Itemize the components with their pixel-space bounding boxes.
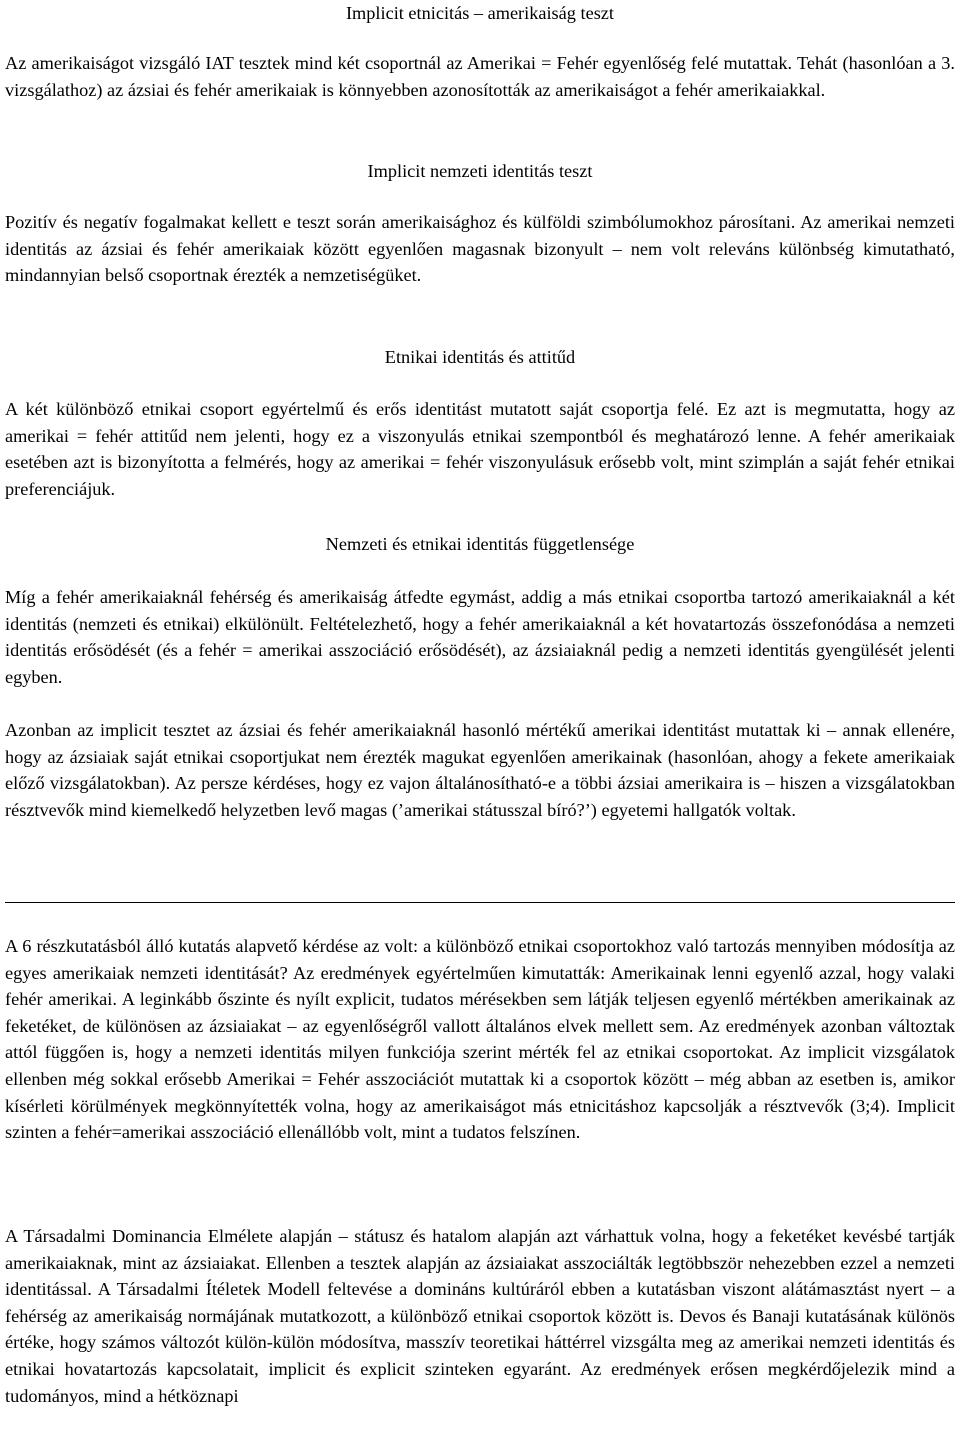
section-paragraph-identity-independence: Míg a fehér amerikaiaknál fehérség és amerikaiság átfedte egymást, addig a más etnikai csoportba tartozó amerikaiaknál a két identitás (nemzeti és etnikai) elkülönült. Feltételezhető, hogy a fehér amerikaiaknál a két hovatartozás összefonódása a nemzeti identitás erősödését (és a fehér = amerikai asszociáció erősödését), az ázsiaiaknál pedig a nemzeti identitás gyengülését jelenti egyben. xyxy=(5,587,955,687)
horizontal-divider xyxy=(5,902,955,903)
section-heading-implicit-ethnicity: Implicit etnicitás – amerikaiság teszt xyxy=(345,3,615,23)
section-heading-identity-independence: Nemzeti és etnikai identitás függetlensége xyxy=(325,534,635,554)
summary-paragraph-2: A Társadalmi Dominancia Elmélete alapján – státusz és hatalom alapján azt várhattuk volna, hogy a feketéket kevésbé tartják amerikaiaknak, mint az ázsiaiakat. Ellenben a tesztek alapján az ázsiaiakat asszociálták legtöbbször nehezebben ezzel a nemzeti identitással. A Társadalmi Ítéletek Modell feltevése a domináns kultúráról ebben a kutatásban viszont alátámasztást nyert – a fehérség az amerikaiság normájának mutatkozott, a különböző etnikai csoportok között is. Devos és Banaji kutatásának különös értéke, hogy számos változót külön-külön módosítva, masszív teoretikai háttérrel vizsgálta meg az amerikai nemzeti identitás és etnikai hovatartozás kapcsolatait, implicit és explicit szinteken egyaránt. Az eredmények erősen megkérdőjelezik mind a tudományos, mind a hétköznapi xyxy=(5,1226,955,1406)
section-paragraph-identity-independence-2: Azonban az implicit tesztet az ázsiai és fehér amerikaiaknál hasonló mértékű amerikai identitást mutattak ki – annak ellenére, hogy az ázsiaiak saját etnikai csoportjukat nem érezték magukat egyenlően amerikainak (hasonlóan, ahogy a fekete amerikaiak előző vizsgálatokban). Az persze kérdéses, hogy ez vajon általánosítható-e a többi ázsiai amerikaira is – hiszen a vizsgálatokban résztvevők mind kiemelkedő helyzetben levő magas (’amerikai státusszal bíró?’) egyetemi hallgatók voltak. xyxy=(5,720,955,820)
section-paragraph-implicit-national-identity: Pozitív és negatív fogalmakat kellett e teszt során amerikaisághoz és külföldi szimbólumokhoz párosítani. Az amerikai nemzeti identitás az ázsiai és fehér amerikaiak között egyenlően magasnak bizonyult – nem volt releváns különbség kimutatható, mindannyian belső csoportnak érezték a nemzetiségüket. xyxy=(5,212,955,286)
section-heading-implicit-national-identity: Implicit nemzeti identitás teszt xyxy=(367,161,593,181)
section-paragraph-ethnic-identity-attitude: A két különböző etnikai csoport egyértelmű és erős identitást mutatott saját csoportja felé. Ez azt is megmutatta, hogy az amerikai = fehér attitűd nem jelenti, hogy ez a viszonyulás etnikai szempontból és meghatározó lenne. A fehér amerikaiak esetében azt is bizonyította a felmérés, hogy az amerikai = fehér viszonyulásuk erősebb volt, mint szimplán a saját fehér etnikai preferenciájuk. xyxy=(5,399,955,499)
summary-paragraph-1: A 6 részkutatásból álló kutatás alapvető kérdése az volt: a különböző etnikai csoportokhoz való tartozás mennyiben módosítja az egyes amerikaiak nemzeti identitását? Az eredmények egyértelműen kimutatták: Amerikainak lenni egyenlő azzal, hogy valaki fehér amerikai. A leginkább őszinte és nyílt explicit, tudatos mérésekben sem látják teljesen egyenlő mértékben amerikainak az feketéket, de különösen az ázsiaiakat – az egyenlőségről vallott általános elvek mellett sem. Az eredmények azonban változtak attól függően is, hogy a nemzeti identitás milyen funkciója szerint mérték fel az etnikai csoportokat. Az implicit vizsgálatok ellenben még sokkal erősebb Amerikai = Fehér asszociációt mutattak ki a csoportok között – még abban az esetben is, amikor kísérleti körülmények megkönnyítették volna, hogy az amerikaiságot más etnicitáshoz kapcsolják a résztvevők (3;4). Implicit szinten a fehér=amerikai asszociáció ellenállóbb volt, mint a tudatos felszínen. xyxy=(5,936,955,1143)
section-paragraph-implicit-ethnicity: Az amerikaiságot vizsgáló IAT tesztek mind két csoportnál az Amerikai = Fehér egyenlőség felé mutattak. Tehát (hasonlóan a 3. vizsgálathoz) az ázsiai és fehér amerikaiak is könnyebben azonosították az amerikaiságot a fehér amerikaiakkal. xyxy=(5,53,955,100)
section-heading-ethnic-identity-attitude: Etnikai identitás és attitűd xyxy=(384,347,576,367)
